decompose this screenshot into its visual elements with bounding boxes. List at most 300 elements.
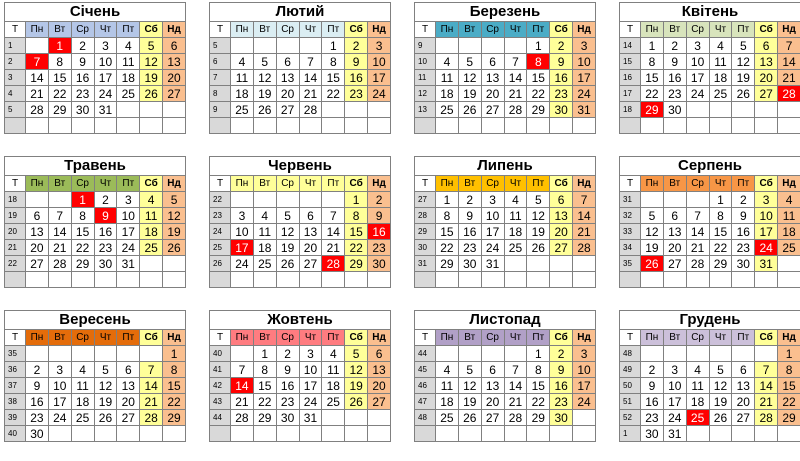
week-number: 36 [5,362,26,378]
week-row [5,346,186,362]
week-number [620,118,641,134]
day-cell: 3 [94,38,117,54]
day-cell: 17 [573,378,596,394]
day-cell: 26 [641,256,664,272]
week-row [620,192,800,208]
day-cell: 9 [368,208,391,224]
week-number [415,272,436,288]
day-cell [26,118,49,134]
week-row [5,54,186,70]
day-cell: 10 [686,54,709,70]
day-header: Пн [231,22,254,38]
week-row [415,256,596,272]
day-cell: 23 [345,86,368,102]
day-cell: 27 [368,394,391,410]
day-cell: 8 [709,208,732,224]
day-cell: 24 [755,240,778,256]
day-cell: 19 [709,394,732,410]
day-cell [231,426,254,442]
day-header: Пт [117,330,140,346]
day-header: Нд [368,22,391,38]
day-cell: 4 [436,54,459,70]
day-cell [322,426,345,442]
day-cell: 7 [299,54,322,70]
day-cell: 1 [163,346,186,362]
day-cell: 24 [663,410,686,426]
day-cell [94,118,117,134]
day-header: Сб [755,176,778,192]
day-cell [140,426,163,442]
day-cell [527,118,550,134]
day-cell [345,102,368,118]
day-header: Ср [686,330,709,346]
week-number: 31 [415,256,436,272]
day-cell: 7 [573,192,596,208]
day-cell: 27 [663,256,686,272]
day-cell: 14 [755,378,778,394]
day-cell: 18 [71,394,94,410]
day-cell: 15 [253,378,276,394]
day-cell: 2 [345,38,368,54]
day-cell [481,38,504,54]
week-number: 22 [5,256,26,272]
week-row [620,70,800,86]
week-row [620,362,800,378]
day-cell: 18 [436,394,459,410]
week-number: 19 [5,208,26,224]
day-cell [732,346,755,362]
week-row [210,240,391,256]
week-header: Т [5,176,26,192]
day-cell: 24 [686,86,709,102]
day-cell [368,102,391,118]
day-cell: 22 [163,394,186,410]
day-cell: 2 [458,192,481,208]
day-cell [481,426,504,442]
day-header: Чт [94,22,117,38]
day-cell: 23 [276,394,299,410]
day-cell: 8 [527,362,550,378]
day-cell: 13 [163,54,186,70]
day-header: Ср [481,22,504,38]
week-row [415,426,596,442]
day-header: Сб [755,22,778,38]
month-title: Лютий [209,2,391,21]
day-cell [755,272,778,288]
day-header: Пт [527,176,550,192]
day-cell [686,272,709,288]
day-cell [299,272,322,288]
day-cell: 4 [709,38,732,54]
day-cell [458,272,481,288]
day-cell [322,102,345,118]
day-cell: 7 [504,54,527,70]
week-row [5,224,186,240]
week-number: 39 [5,410,26,426]
day-cell: 19 [140,70,163,86]
day-cell [527,272,550,288]
day-cell: 20 [163,70,186,86]
day-cell: 7 [140,362,163,378]
day-cell [140,256,163,272]
day-cell: 17 [755,224,778,240]
day-cell: 29 [778,410,800,426]
day-cell: 1 [253,346,276,362]
day-header: Вт [253,330,276,346]
day-cell: 5 [527,192,550,208]
day-cell [71,346,94,362]
week-number: 1 [620,426,641,442]
day-cell: 10 [663,378,686,394]
day-cell [641,346,664,362]
day-cell: 27 [299,256,322,272]
day-cell: 21 [322,240,345,256]
day-cell: 19 [276,240,299,256]
day-cell: 6 [163,38,186,54]
month-9 [4,310,186,442]
day-header: Вт [458,176,481,192]
day-cell [140,102,163,118]
day-cell [71,118,94,134]
day-header: Вт [48,330,71,346]
day-cell: 21 [231,394,254,410]
day-cell: 6 [26,208,49,224]
day-cell: 28 [48,256,71,272]
day-cell: 27 [550,240,573,256]
day-header: Пт [117,22,140,38]
month-grid [4,175,186,288]
day-cell: 13 [117,378,140,394]
day-cell: 5 [458,54,481,70]
day-cell: 4 [231,54,254,70]
day-cell: 25 [231,102,254,118]
day-cell: 20 [732,394,755,410]
day-cell: 23 [71,86,94,102]
day-cell: 21 [504,394,527,410]
day-cell [299,118,322,134]
day-cell: 8 [778,362,800,378]
day-cell [117,118,140,134]
day-cell: 18 [140,224,163,240]
month-title: Липень [414,156,596,175]
day-header: Пн [641,22,664,38]
week-number: 48 [415,410,436,426]
day-cell [26,346,49,362]
day-cell: 25 [117,86,140,102]
day-cell: 30 [550,410,573,426]
day-cell: 18 [504,224,527,240]
day-cell: 21 [755,394,778,410]
week-number: 5 [5,102,26,118]
week-row [620,54,800,70]
day-cell: 10 [573,362,596,378]
week-row [5,208,186,224]
day-cell [504,256,527,272]
week-row [620,102,800,118]
day-cell: 11 [71,378,94,394]
day-cell: 13 [368,362,391,378]
week-row [210,224,391,240]
day-cell: 4 [117,38,140,54]
day-cell: 29 [345,256,368,272]
week-row [210,118,391,134]
day-cell [573,256,596,272]
day-cell: 26 [527,240,550,256]
month-title: Грудень [619,310,800,329]
day-header: Пн [231,330,254,346]
day-header: Вт [663,22,686,38]
day-cell: 12 [458,378,481,394]
day-header: Вт [253,22,276,38]
day-cell [48,272,71,288]
day-cell: 14 [299,70,322,86]
day-cell: 8 [253,362,276,378]
week-row [210,272,391,288]
day-cell: 25 [322,394,345,410]
week-number: 48 [620,346,641,362]
week-row [5,394,186,410]
week-number: 7 [210,70,231,86]
day-header: Чт [299,22,322,38]
day-cell: 4 [778,192,800,208]
day-cell: 2 [663,38,686,54]
day-cell: 3 [573,38,596,54]
week-number: 41 [210,362,231,378]
week-row [620,426,800,442]
week-number: 21 [5,240,26,256]
week-row [415,394,596,410]
month-1 [4,2,186,134]
day-cell: 16 [641,394,664,410]
day-header: Ср [481,330,504,346]
day-cell: 15 [527,378,550,394]
day-cell: 10 [573,54,596,70]
week-row [620,410,800,426]
day-cell: 9 [94,208,117,224]
day-header: Ср [686,176,709,192]
day-cell: 19 [732,70,755,86]
day-header: Нд [573,176,596,192]
day-cell [458,38,481,54]
day-cell: 3 [231,208,254,224]
day-cell [299,38,322,54]
day-header: Пт [527,330,550,346]
week-row [210,86,391,102]
day-cell [778,118,800,134]
week-row [5,378,186,394]
day-cell [686,192,709,208]
week-row [415,224,596,240]
day-cell: 4 [504,192,527,208]
day-cell: 11 [436,378,459,394]
day-cell: 28 [140,410,163,426]
day-cell: 21 [573,224,596,240]
day-cell: 28 [26,102,49,118]
day-cell: 5 [732,38,755,54]
day-cell: 20 [481,394,504,410]
week-number: 11 [415,70,436,86]
day-cell: 2 [71,38,94,54]
day-header: Ср [71,330,94,346]
day-cell [755,102,778,118]
week-row [620,38,800,54]
day-cell: 25 [686,410,709,426]
week-header: Т [5,330,26,346]
week-number: 14 [620,38,641,54]
day-cell: 25 [253,256,276,272]
week-number: 9 [415,38,436,54]
month-grid [619,21,800,134]
day-header: Сб [140,330,163,346]
week-header: Т [415,176,436,192]
day-cell: 9 [663,54,686,70]
day-cell: 29 [436,256,459,272]
week-number: 18 [5,192,26,208]
week-number [5,118,26,134]
day-cell: 26 [94,410,117,426]
week-row [5,240,186,256]
week-number: 46 [415,378,436,394]
day-cell: 5 [276,208,299,224]
day-cell [163,256,186,272]
day-cell: 15 [527,70,550,86]
week-row [5,272,186,288]
day-cell: 1 [48,38,71,54]
week-number: 47 [415,394,436,410]
day-cell: 31 [663,426,686,442]
day-cell [163,426,186,442]
week-number: 30 [415,240,436,256]
week-row [620,346,800,362]
day-cell [527,256,550,272]
week-number: 40 [5,426,26,442]
day-cell: 28 [778,86,800,102]
week-number [210,426,231,442]
day-cell: 1 [778,346,800,362]
day-cell: 26 [458,102,481,118]
week-row [620,224,800,240]
day-cell: 15 [436,224,459,240]
day-cell: 2 [94,192,117,208]
day-cell: 30 [732,256,755,272]
day-cell: 12 [253,70,276,86]
week-row [415,102,596,118]
day-cell: 29 [527,102,550,118]
day-cell: 13 [26,224,49,240]
week-number: 35 [620,256,641,272]
day-cell: 10 [231,224,254,240]
day-cell [527,426,550,442]
day-cell: 20 [117,394,140,410]
week-row [210,102,391,118]
day-cell [253,38,276,54]
day-header: Вт [458,330,481,346]
day-cell [778,102,800,118]
day-cell: 1 [641,38,664,54]
day-cell: 19 [345,378,368,394]
day-cell: 22 [322,86,345,102]
day-header: Вт [663,176,686,192]
week-row [415,240,596,256]
week-number [415,426,436,442]
day-cell: 11 [436,70,459,86]
day-cell: 3 [481,192,504,208]
day-cell: 12 [641,224,664,240]
week-row [415,378,596,394]
week-row [210,256,391,272]
day-cell [322,272,345,288]
week-number: 6 [210,54,231,70]
day-cell [436,346,459,362]
day-cell: 24 [573,394,596,410]
month-grid [209,175,391,288]
day-cell: 6 [663,208,686,224]
day-cell: 18 [778,224,800,240]
day-cell: 27 [755,86,778,102]
day-cell: 27 [117,410,140,426]
week-number: 18 [620,102,641,118]
day-cell [550,118,573,134]
day-cell: 16 [663,70,686,86]
week-number: 43 [210,394,231,410]
day-cell: 13 [732,378,755,394]
day-header: Вт [48,22,71,38]
week-row [415,208,596,224]
day-cell [276,38,299,54]
day-cell: 30 [71,102,94,118]
day-cell: 22 [709,240,732,256]
day-header: Сб [550,330,573,346]
day-cell: 6 [368,346,391,362]
day-cell: 11 [504,208,527,224]
day-cell: 27 [26,256,49,272]
week-header: Т [210,176,231,192]
week-number: 38 [5,394,26,410]
week-number [415,118,436,134]
day-cell [458,426,481,442]
week-number: 27 [415,192,436,208]
day-cell: 4 [140,192,163,208]
day-cell: 24 [481,240,504,256]
day-header: Пн [436,330,459,346]
day-cell: 25 [709,86,732,102]
day-cell: 23 [94,240,117,256]
week-header: Т [620,176,641,192]
month-title: Березень [414,2,596,21]
day-cell: 16 [732,224,755,240]
day-cell: 7 [231,362,254,378]
month-11 [414,310,596,442]
day-header: Чт [94,176,117,192]
day-cell: 1 [527,346,550,362]
week-row [5,86,186,102]
day-cell [276,426,299,442]
day-cell: 8 [527,54,550,70]
day-cell: 5 [709,362,732,378]
week-number: 22 [210,192,231,208]
day-cell: 6 [481,54,504,70]
month-title: Квітень [619,2,800,21]
day-cell: 16 [550,378,573,394]
day-header: Сб [755,330,778,346]
day-cell: 15 [709,224,732,240]
day-cell: 4 [253,208,276,224]
day-cell: 23 [663,86,686,102]
day-cell: 7 [504,362,527,378]
month-grid [414,175,596,288]
day-cell [163,102,186,118]
day-cell [345,426,368,442]
